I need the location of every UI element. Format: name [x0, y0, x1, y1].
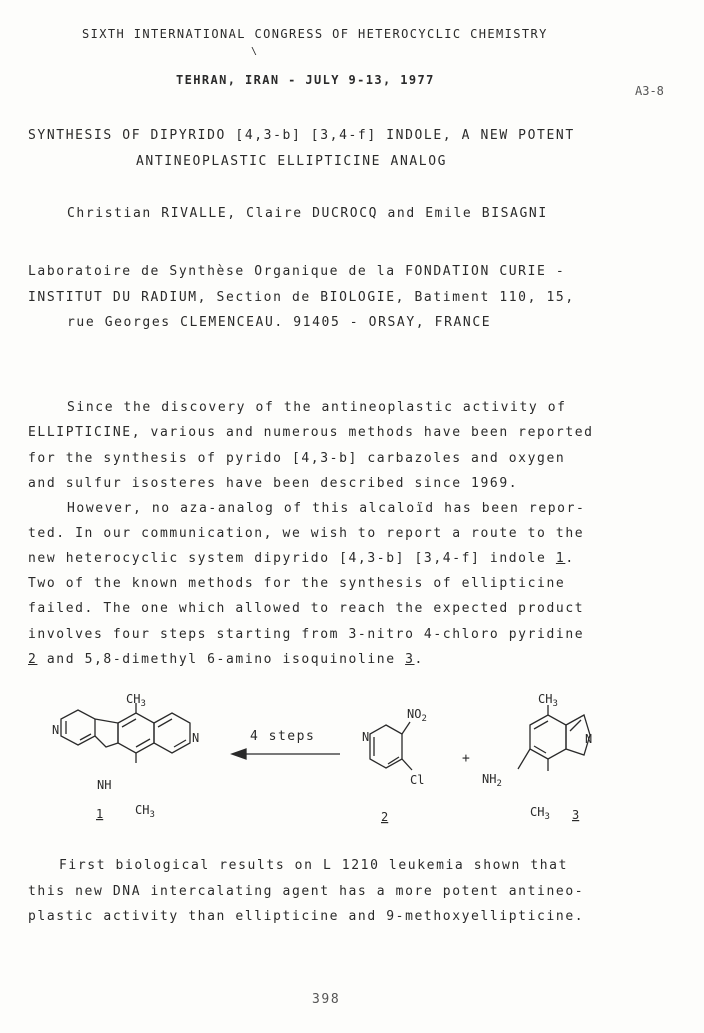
affiliation-line-1: Laboratoire de Synthèse Organique de la FONDATION CURIE -	[28, 264, 566, 279]
body-p2-line-1: However, no aza-analog of this alcaloïd has been repor-	[67, 501, 586, 516]
affiliation-line-2: INSTITUT DU RADIUM, Section de BIOLOGIE, Batiment 110, 15,	[28, 290, 575, 305]
body-p1-line-3: for the synthesis of pyrido [4,3-b] carbazoles and oxygen	[28, 451, 566, 466]
compound-1-structure	[61, 703, 190, 763]
c2-number: 2	[381, 810, 389, 824]
plus-sign: +	[462, 751, 470, 766]
closing-line-2: this new DNA intercalating agent has a more potent antineo-	[28, 884, 585, 899]
abstract-ref: A3-8	[635, 84, 664, 98]
compound-ref-3: 3	[405, 652, 415, 667]
title-line-1: SYNTHESIS OF DIPYRIDO [4,3-b] [3,4-f] INDOLE, A NEW POTENT	[28, 128, 575, 143]
body-p2-line-4: Two of the known methods for the synthesis of ellipticine	[28, 576, 566, 591]
page-number: 398	[312, 992, 341, 1007]
c1-number: 1	[96, 807, 104, 821]
compound-2-structure	[370, 722, 412, 770]
compound-ref-1: 1	[555, 551, 566, 566]
body-p1-line-2: ELLIPTICINE, various and numerous methods have been reported	[28, 425, 594, 440]
c3-number: 3	[572, 808, 580, 822]
body-p2-line-7: 2 and 5,8-dimethyl 6-amino isoquinoline 3.	[28, 652, 424, 667]
c2-chloro: Cl	[410, 773, 425, 787]
c1-n-left: N	[52, 723, 60, 737]
c1-methyl-top: $CH_3$	[126, 692, 146, 709]
body-p2-line-6: involves four steps starting from 3-nitro 4-chloro pyridine	[28, 627, 585, 642]
body-p1-line-4: and sulfur isosteres have been described since 1969.	[28, 476, 519, 491]
c2-n: N	[362, 730, 370, 744]
c2-nitro: $NO_2$	[407, 707, 427, 724]
c1-methyl-bottom: $CH_3$	[135, 803, 155, 820]
body-p2-line-5: failed. The one which allowed to reach the expected product	[28, 601, 585, 616]
authors: Christian RIVALLE, Claire DUCROCQ and Emile BISAGNI	[67, 206, 548, 221]
c3-n: N	[585, 732, 593, 746]
body-p2-line-2: ted. In our communication, we wish to report a route to the	[28, 526, 585, 541]
closing-line-3: plastic activity than ellipticine and 9-methoxyellipticine.	[28, 909, 585, 924]
stray-mark: \	[251, 46, 258, 57]
closing-line-1: First biological results on L 1210 leukemia shown that	[59, 858, 569, 873]
body-p2-line-3: new heterocyclic system dipyrido [4,3-b] [3,4-f] indole 1.	[28, 551, 575, 566]
congress-name: SIXTH INTERNATIONAL CONGRESS OF HETEROCYCLIC CHEMISTRY	[82, 27, 548, 41]
compound-3-structure	[518, 705, 593, 771]
c3-methyl-top: $CH_3$	[538, 692, 558, 709]
c3-amino: $NH_2$	[482, 772, 502, 789]
congress-location-date: TEHRAN, IRAN - JULY 9-13, 1977	[176, 73, 435, 87]
c1-n-right: N	[192, 731, 200, 745]
title-line-2: ANTINEOPLASTIC ELLIPTICINE ANALOG	[136, 154, 448, 169]
body-p1-line-1: Since the discovery of the antineoplastic activity of	[67, 400, 567, 415]
c1-nh: NH	[97, 778, 112, 792]
c3-methyl-bottom: $CH_3$	[530, 805, 550, 822]
arrow-label: 4 steps	[250, 729, 316, 744]
affiliation-line-3: rue Georges CLEMENCEAU. 91405 - ORSAY, FRANCE	[67, 315, 492, 330]
compound-ref-2: 2	[28, 652, 38, 667]
reaction-scheme	[0, 685, 704, 835]
